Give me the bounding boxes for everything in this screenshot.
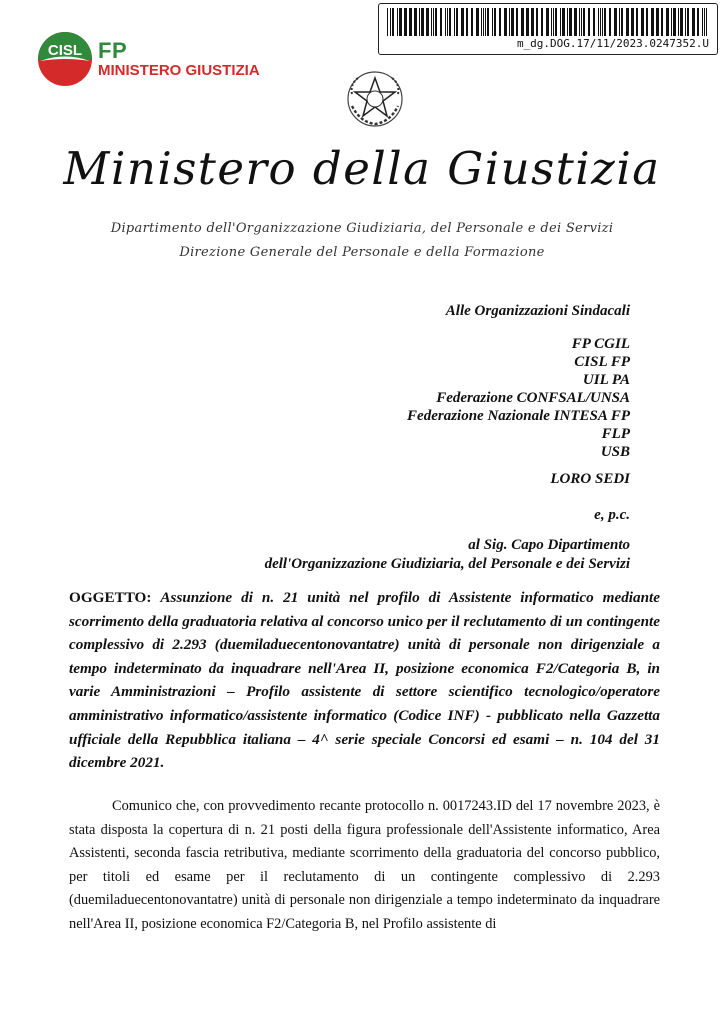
subject-paragraph: [69, 586, 660, 775]
logo-subtitle: MINISTERO GIUSTIZIA: [98, 62, 260, 79]
barcode-bar: [680, 8, 683, 36]
barcode-bar: [494, 8, 496, 36]
barcode-bar: [671, 8, 672, 36]
barcode-bar: [631, 8, 634, 36]
barcode-bar: [541, 8, 543, 36]
barcode-bar: [521, 8, 524, 36]
union-item: UIL PA: [582, 372, 630, 388]
barcode-bar: [636, 8, 638, 36]
barcode-bar: [687, 8, 689, 36]
addressees-heading: Alle Organizzazioni Sindacali: [445, 303, 630, 319]
barcode-bar: [487, 8, 489, 36]
department-name: Dipartimento dell'Organizzazione Giudiziaria, del Personale e dei Servizi: [110, 221, 614, 236]
barcode-bar: [481, 8, 482, 36]
capo-line-2: dell'Organizzazione Giudiziaria, del Personale e dei Servizi: [264, 556, 630, 572]
barcode-bar: [546, 8, 549, 36]
body-paragraph: Comunico che, con provvedimento recante protocollo n. 0017243.ID del 17 novembre 2023, è stata disposta la copertura di n. 21 posti della figura professionale dell'Assistente informatico, Area Assistenti, seconda fascia retributiva, mediante scorrimento della graduatoria del concorso pubblico, per titoli ed esame per il reclutamento di un contingente complessivo di 2.293 (duemiladuecentonovantatre) unità di personale non dirigenziale a tempo indeterminato da inquadrare nell'Area II, posizione economica F2/Categoria B, nel Profilo assistente di: [69, 798, 660, 932]
cisl-logo-icon: [36, 30, 94, 88]
union-list: [407, 335, 630, 461]
barcode-bar: [419, 8, 420, 36]
barcode-bar: [551, 8, 552, 36]
barcode-bar: [456, 8, 458, 36]
capo-line-1: al Sig. Capo Dipartimento: [468, 537, 630, 553]
barcode-bar: [516, 8, 518, 36]
ministry-title: Ministero della Giustizia: [63, 142, 661, 195]
barcode-bar: [619, 8, 620, 36]
barcode-bar: [706, 8, 707, 36]
italian-republic-emblem-icon: [346, 70, 404, 128]
barcode-bar: [604, 8, 606, 36]
barcode-bar: [588, 8, 590, 36]
barcode-icon: [387, 8, 709, 36]
barcode-bar: [598, 8, 599, 36]
subject-text: Assunzione di n. 21 unità nel profilo di Assistente informatico mediante scorrimento della graduatoria relativa al concorso unico per il reclutamento di un contingente complessivo di 2.293 (duemiladuecentonovantatre) unità di personale non dirigenziale a tempo indeterminato da inquadrare nell'Area II, posizione economica F2/Categoria B, in varie Amministrazioni – Profilo assistente di settore scientifico tecnologico/operatore amministrativo informatico/assistente informatico (Codice INF) - pubblicato nella Gazzetta ufficiale della Repubblica italiana – 4^ serie speciale Concorsi ed esami – n. 104 del 31 dicembre 2021.: [69, 589, 661, 772]
barcode-bar: [492, 8, 493, 36]
protocol-barcode: [378, 3, 718, 55]
barcode-bar: [414, 8, 417, 36]
barcode-bar: [509, 8, 510, 36]
barcode-bar: [600, 8, 601, 36]
barcode-bar: [673, 8, 676, 36]
barcode-bar: [581, 8, 582, 36]
barcode-bar: [579, 8, 580, 36]
barcode-bar: [392, 8, 394, 36]
union-item: USB: [600, 444, 630, 460]
barcode-bar: [602, 8, 603, 36]
barcode-bar: [666, 8, 669, 36]
barcode-bar: [433, 8, 434, 36]
protocol-code: m_dg.DOG.17/11/2023.0247352.U: [516, 37, 709, 50]
barcode-bar: [447, 8, 448, 36]
cisl-logo-text: CISL: [47, 42, 83, 59]
barcode-bar: [678, 8, 679, 36]
barcode-bar: [387, 8, 388, 36]
barcode-bar: [567, 8, 568, 36]
union-item: FLP: [601, 426, 630, 442]
barcode-bar: [656, 8, 659, 36]
barcode-bar: [641, 8, 644, 36]
barcode-bar: [431, 8, 432, 36]
barcode-bar: [390, 8, 391, 36]
barcode-bar: [574, 8, 577, 36]
barcode-bar: [454, 8, 455, 36]
cisl-fp-logo: [36, 30, 276, 90]
barcode-bar: [583, 8, 585, 36]
barcode-bar: [499, 8, 501, 36]
barcode-bar: [621, 8, 623, 36]
barcode-bar: [397, 8, 398, 36]
barcode-bar: [449, 8, 451, 36]
barcode-bar: [553, 8, 554, 36]
barcode-bar: [440, 8, 442, 36]
barcode-bar: [651, 8, 654, 36]
barcode-bar: [614, 8, 617, 36]
capo-dipartimento: [265, 536, 630, 574]
loro-sedi: LORO SEDI: [550, 471, 630, 487]
barcode-bar: [555, 8, 557, 36]
barcode-bar: [435, 8, 437, 36]
barcode-bar: [560, 8, 561, 36]
barcode-bar: [609, 8, 611, 36]
barcode-bar: [404, 8, 407, 36]
barcode-bar: [476, 8, 479, 36]
barcode-bar: [593, 8, 595, 36]
direction-name: Direzione Generale del Personale e della Formazione: [179, 245, 545, 260]
barcode-bar: [562, 8, 565, 36]
barcode-bar: [685, 8, 686, 36]
per-conoscenza: e, p.c.: [594, 507, 630, 523]
union-item: CISL FP: [574, 354, 630, 370]
union-item: Federazione Nazionale INTESA FP: [407, 408, 630, 424]
subject-label: OGGETTO:: [69, 589, 152, 606]
barcode-bar: [626, 8, 629, 36]
barcode-bar: [399, 8, 402, 36]
barcode-bar: [646, 8, 648, 36]
barcode-bar: [661, 8, 663, 36]
barcode-bar: [531, 8, 534, 36]
barcode-bar: [536, 8, 538, 36]
union-item: Federazione CONFSAL/UNSA: [436, 390, 630, 406]
barcode-bar: [697, 8, 699, 36]
barcode-bar: [704, 8, 705, 36]
logo-suffix: FP: [98, 38, 128, 63]
barcode-bar: [471, 8, 473, 36]
barcode-bar: [485, 8, 486, 36]
barcode-bar: [421, 8, 424, 36]
barcode-bar: [409, 8, 412, 36]
barcode-bar: [504, 8, 507, 36]
barcode-bar: [461, 8, 464, 36]
barcode-bar: [445, 8, 446, 36]
barcode-bar: [526, 8, 529, 36]
barcode-bar: [569, 8, 572, 36]
barcode-bar: [483, 8, 484, 36]
barcode-bar: [702, 8, 703, 36]
barcode-bar: [426, 8, 429, 36]
barcode-bar: [692, 8, 695, 36]
union-item: FP CGIL: [571, 336, 630, 352]
barcode-bar: [466, 8, 468, 36]
barcode-bar: [511, 8, 514, 36]
